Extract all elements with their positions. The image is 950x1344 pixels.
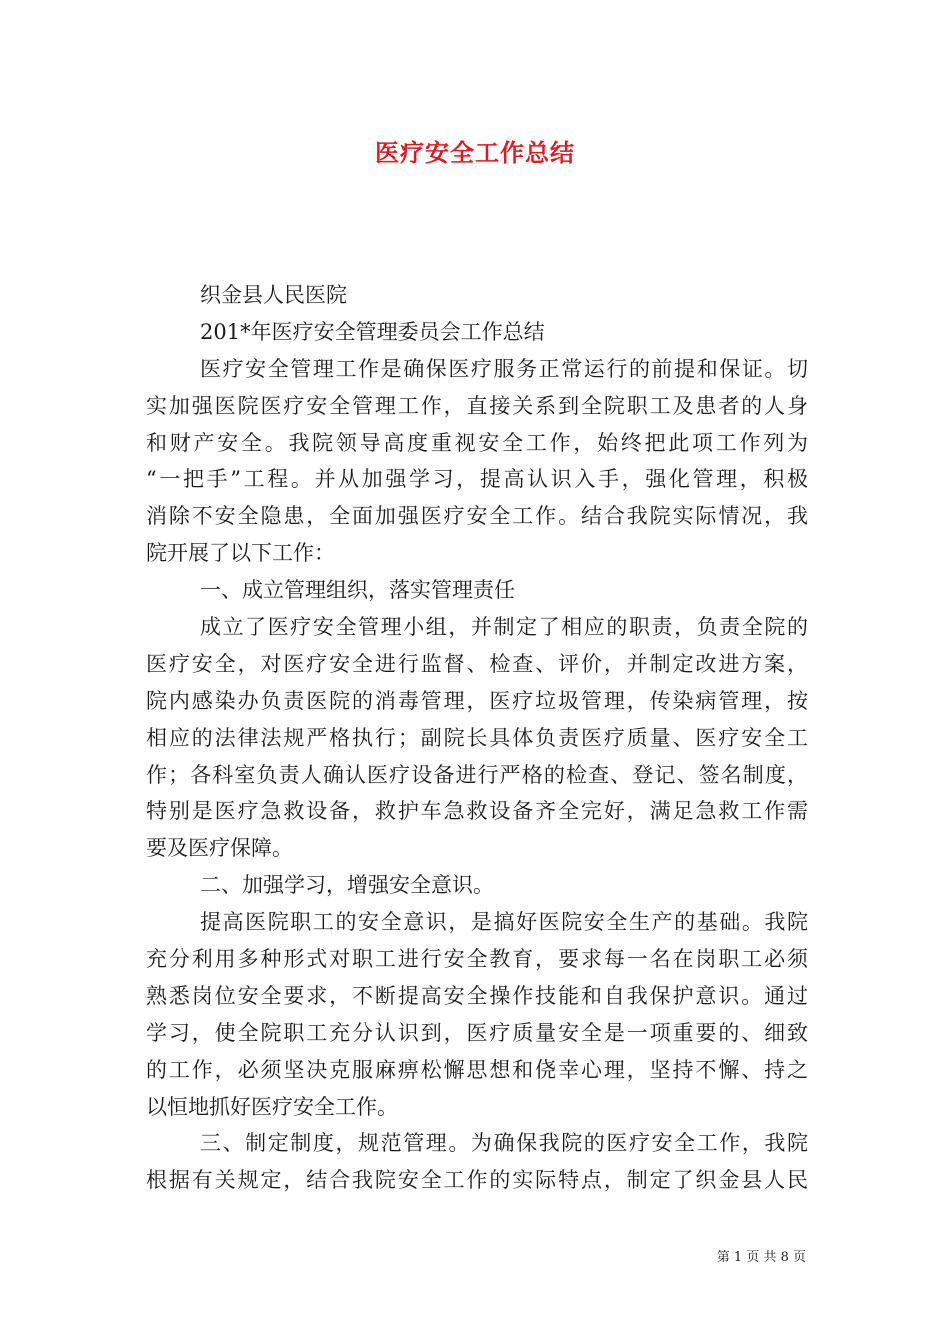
body-line: 以恒地抓好医疗安全工作。 xyxy=(146,1094,398,1119)
body-line: 特别是医疗急救设备，救护车急救设备齐全完好，满足急救工作需 xyxy=(146,799,808,824)
body-line: 要及医疗保障。 xyxy=(146,836,293,861)
body-line: 实加强医院医疗安全管理工作，直接关系到全院职工及患者的人身 xyxy=(146,393,808,418)
section-heading: 二、加强学习，增强安全意识。 xyxy=(200,873,494,898)
body-line: 织金县人民医院 xyxy=(200,283,347,307)
body-line: 相应的法律法规严格执行；副院长具体负责医疗质量、医疗安全工 xyxy=(146,725,808,750)
body-line: 和财产安全。我院领导高度重视安全工作，始终把此项工作列为 xyxy=(146,430,808,455)
document-title: 医疗安全工作总结 xyxy=(375,138,575,167)
body-line: 医疗安全管理工作是确保医疗服务正常运行的前提和保证。切 xyxy=(200,356,808,381)
body-line: 作；各科室负责人确认医疗设备进行严格的检查、登记、签名制度， xyxy=(146,762,808,787)
body-line: 熟悉岗位安全要求，不断提高安全操作技能和自我保护意识。通过 xyxy=(146,983,808,1008)
body-line: 充分利用多种形式对职工进行安全教育，要求每一名在岗职工必须 xyxy=(146,947,808,972)
section-heading: 一、成立管理组织，落实管理责任 xyxy=(200,578,515,603)
body-line: 医疗安全，对医疗安全进行监督、检查、评价，并制定改进方案， xyxy=(146,651,808,676)
body-line: “一把手”工程。并从加强学习，提高认识入手，强化管理，积极 xyxy=(146,467,808,492)
body-line: 消除不安全隐患，全面加强医疗安全工作。结合我院实际情况，我 xyxy=(146,504,808,529)
body-line: 提高医院职工的安全意识，是搞好医院安全生产的基础。我院 xyxy=(200,910,808,935)
section-heading: 三、制定制度，规范管理。为确保我院的医疗安全工作，我院 xyxy=(200,1131,808,1156)
body-line: 成立了医疗安全管理小组，并制定了相应的职责，负责全院的 xyxy=(200,615,808,640)
body-line: 院内感染办负责医院的消毒管理，医疗垃圾管理，传染病管理，按 xyxy=(146,688,808,713)
document-body xyxy=(146,277,808,1199)
body-line: 的工作，必须坚决克服麻痹松懈思想和侥幸心理，坚持不懈、持之 xyxy=(146,1057,808,1082)
body-line: 201*年医疗安全管理委员会工作总结 xyxy=(200,319,545,344)
body-line: 根据有关规定，结合我院安全工作的实际特点，制定了织金县人民 xyxy=(146,1168,808,1193)
body-line: 学习，使全院职工充分认识到，医疗质量安全是一项重要的、细致 xyxy=(146,1020,808,1045)
body-line: 院开展了以下工作： xyxy=(146,541,335,566)
page-number: 第 1 页 共 8 页 xyxy=(716,1250,806,1265)
